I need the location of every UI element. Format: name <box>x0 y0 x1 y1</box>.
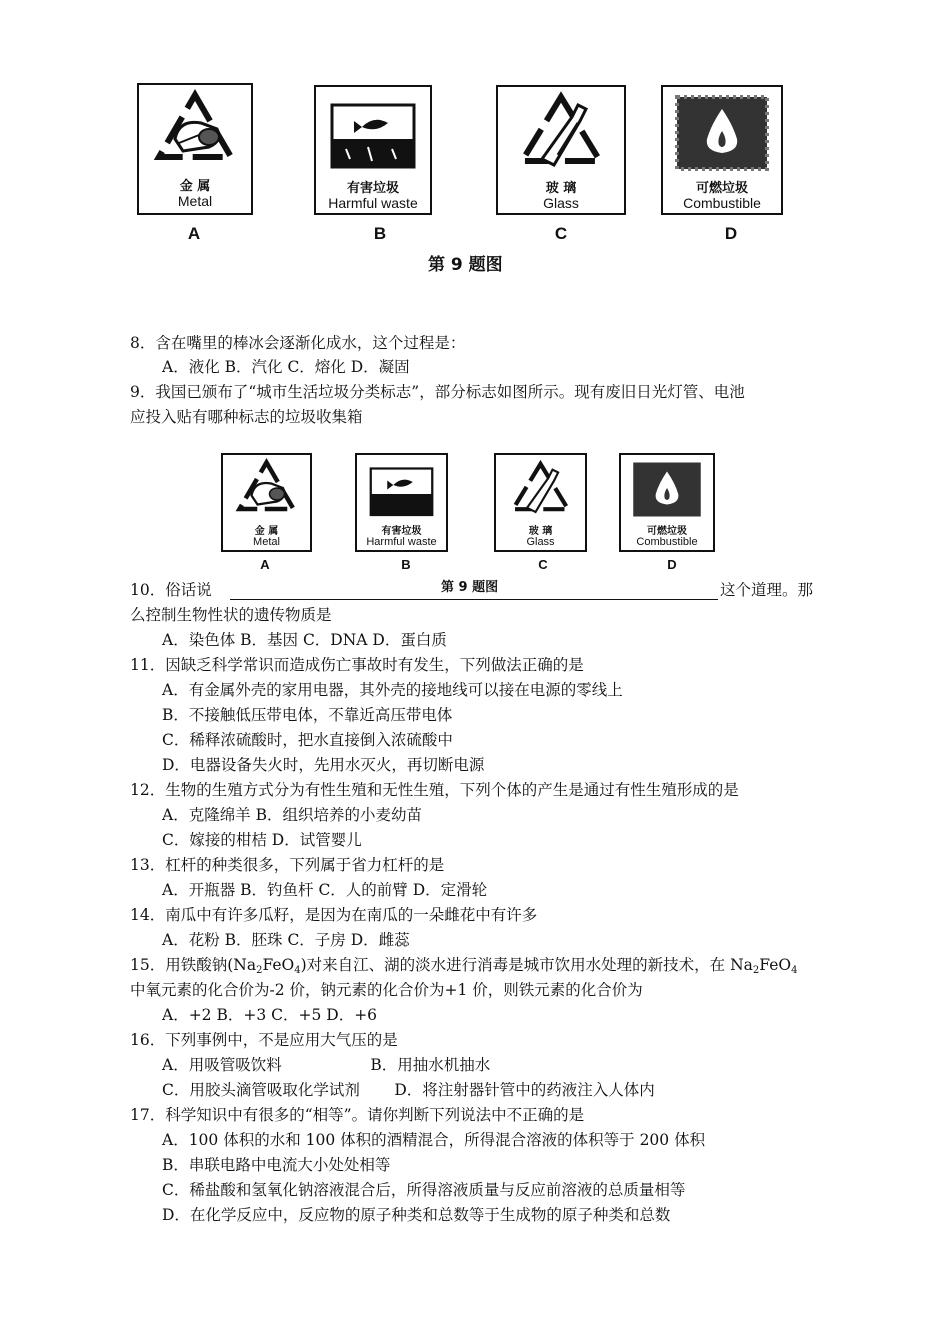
subscript: 2 <box>256 965 263 976</box>
sign-label-zh: 玻 璃 <box>528 526 553 537</box>
question-stem-cont: 应投入贴有哪种标志的垃圾收集箱 <box>130 408 363 426</box>
figure-mid <box>215 448 715 598</box>
sign-harmful-waste <box>314 85 432 215</box>
figure-top <box>0 0 950 290</box>
option-letter-d: D <box>724 224 738 243</box>
option-d: D．在化学反应中，反应物的原子种类和总数等于生成物的原子种类和总数 <box>162 1206 671 1224</box>
stem-part: )对来自江、湖的淡水进行消毒是城市饮用水处理的新技术，在 Na <box>300 956 753 974</box>
question-stem-cont: 么控制生物性状的遗传物质是 <box>130 606 332 624</box>
recycle-bottle-metal-icon <box>223 455 310 521</box>
sign-metal <box>137 83 253 215</box>
sign-label-zh: 有害垃圾 <box>381 526 422 537</box>
sign-label-zh: 可燃垃圾 <box>695 181 748 196</box>
figure-caption: 第 9 题图 <box>428 255 503 275</box>
option-a: A．有金属外壳的家用电器，其外壳的接地线可以接在电源的零线上 <box>162 681 623 699</box>
sign-metal <box>221 453 312 552</box>
option-letter-b: B <box>401 557 411 572</box>
sign-label-zh: 金 属 <box>254 526 279 537</box>
question-options: A．花粉 B．胚珠 C．子房 D．雌蕊 <box>162 931 410 949</box>
flame-combustible-icon <box>663 87 781 175</box>
option-letter-a: A <box>260 557 270 572</box>
stem-part: 15．用铁酸钠(Na <box>130 956 257 974</box>
question-stem: 12．生物的生殖方式分为有性生殖和无性生殖，下列个体的产生是通过有性生殖形成的是 <box>130 781 739 799</box>
option-letter-a: A <box>187 224 201 243</box>
sign-label-en: Glass <box>526 536 555 548</box>
question-stem: 16．下列事例中，不是应用大气压的是 <box>130 1031 398 1049</box>
subscript: 2 <box>752 965 760 976</box>
question-options: A．液化 B．汽化 C．熔化 D．凝固 <box>162 358 410 376</box>
sign-label-en: Combustible <box>636 536 698 548</box>
sign-label-en: Combustible <box>683 195 761 211</box>
option-b: B．串联电路中电流大小处处相等 <box>162 1156 391 1174</box>
subscript: 4 <box>294 965 301 976</box>
options-ab: A．克隆绵羊 B．组织培养的小麦幼苗 <box>162 806 423 824</box>
figure-caption: 第 9 题图 <box>441 580 499 595</box>
option-d: D．电器设备失火时，先用水灭火，再切断电源 <box>162 756 485 774</box>
sign-harmful-waste <box>355 453 448 552</box>
sign-label-en: Glass <box>543 195 579 211</box>
option-c: C．稀盐酸和氢氧化钠溶液混合后，所得溶液质量与反应前溶液的总质量相等 <box>162 1181 686 1199</box>
question-stem: 17．科学知识中有很多的“相等”。请你判断下列说法中不正确的是 <box>130 1106 585 1124</box>
option-b: B．不接触低压带电体，不靠近高压带电体 <box>162 706 453 724</box>
question-stem: 10．俗话说 <box>130 581 212 599</box>
options-cd: C．嫁接的柑桔 D．试管婴儿 <box>162 831 362 849</box>
question-stem: 11．因缺乏科学常识而造成伤亡事故时有发生，下列做法正确的是 <box>130 656 584 674</box>
option-letter-c: C <box>538 557 548 572</box>
option-letter-b: B <box>373 224 387 243</box>
question-stem-cont: 中氧元素的化合价为-2 价，钠元素的化合价为+1 价，则铁元素的化合价为 <box>130 981 643 999</box>
blank-underline <box>230 599 718 600</box>
option-letter-d: D <box>667 557 677 572</box>
subscript: 4 <box>791 965 798 976</box>
harmful-waste-fish-icon <box>316 87 430 175</box>
sign-label-en: Harmful waste <box>366 536 437 548</box>
sign-label-zh: 金 属 <box>179 179 211 194</box>
recycle-bottle-glass-icon <box>496 455 585 521</box>
sign-label-en: Harmful waste <box>328 195 418 211</box>
recycle-bottle-glass-icon <box>498 87 624 175</box>
sign-label-zh: 可燃垃圾 <box>647 526 687 537</box>
stem-part: FeO <box>262 956 295 974</box>
harmful-waste-fish-icon <box>357 455 446 521</box>
question-stem: 13．杠杆的种类很多，下列属于省力杠杆的是 <box>130 856 445 874</box>
stem-part: FeO <box>759 956 792 974</box>
sign-combustible <box>661 85 783 215</box>
option-letter-c: C <box>554 224 568 243</box>
sign-label-zh: 有害垃圾 <box>346 181 399 196</box>
question-stem <box>130 955 797 981</box>
sign-label-en: Metal <box>253 536 280 548</box>
options-cd: C．用胶头滴管吸取化学试剂 D．将注射器针管中的药液注入人体内 <box>162 1081 655 1099</box>
option-a: A．100 体积的水和 100 体积的酒精混合，所得混合溶液的体积等于 200 体积 <box>162 1131 706 1149</box>
sign-label-zh: 玻 璃 <box>545 181 577 196</box>
question-stem: 8．含在嘴里的棒冰会逐渐化成水，这个过程是： <box>130 334 466 352</box>
sign-label-en: Metal <box>177 193 213 209</box>
flame-combustible-icon <box>621 455 713 521</box>
question-stem: 14．南瓜中有许多瓜籽，是因为在南瓜的一朵雌花中有许多 <box>130 906 538 924</box>
option-c: C．稀释浓硫酸时，把水直接倒入浓硫酸中 <box>162 731 453 749</box>
options-ab: A．用吸管吸饮料 B．用抽水机抽水 <box>162 1056 491 1074</box>
question-options: A．开瓶器 B．钓鱼杆 C．人的前臂 D．定滑轮 <box>162 881 488 899</box>
question-options: A．+2 B．+3 C．+5 D．+6 <box>162 1006 378 1024</box>
sign-glass <box>496 85 626 215</box>
question-stem-end: 这个道理。那 <box>720 581 814 599</box>
sign-combustible <box>619 453 715 552</box>
question-stem: 9．我国已颁布了“城市生活垃圾分类标志”，部分标志如图所示。现有废旧日光灯管、电池 <box>130 383 745 401</box>
question-options: A．染色体 B．基因 C．DNA D．蛋白质 <box>162 631 447 649</box>
recycle-bottle-metal-icon <box>139 85 251 173</box>
sign-glass <box>494 453 587 552</box>
